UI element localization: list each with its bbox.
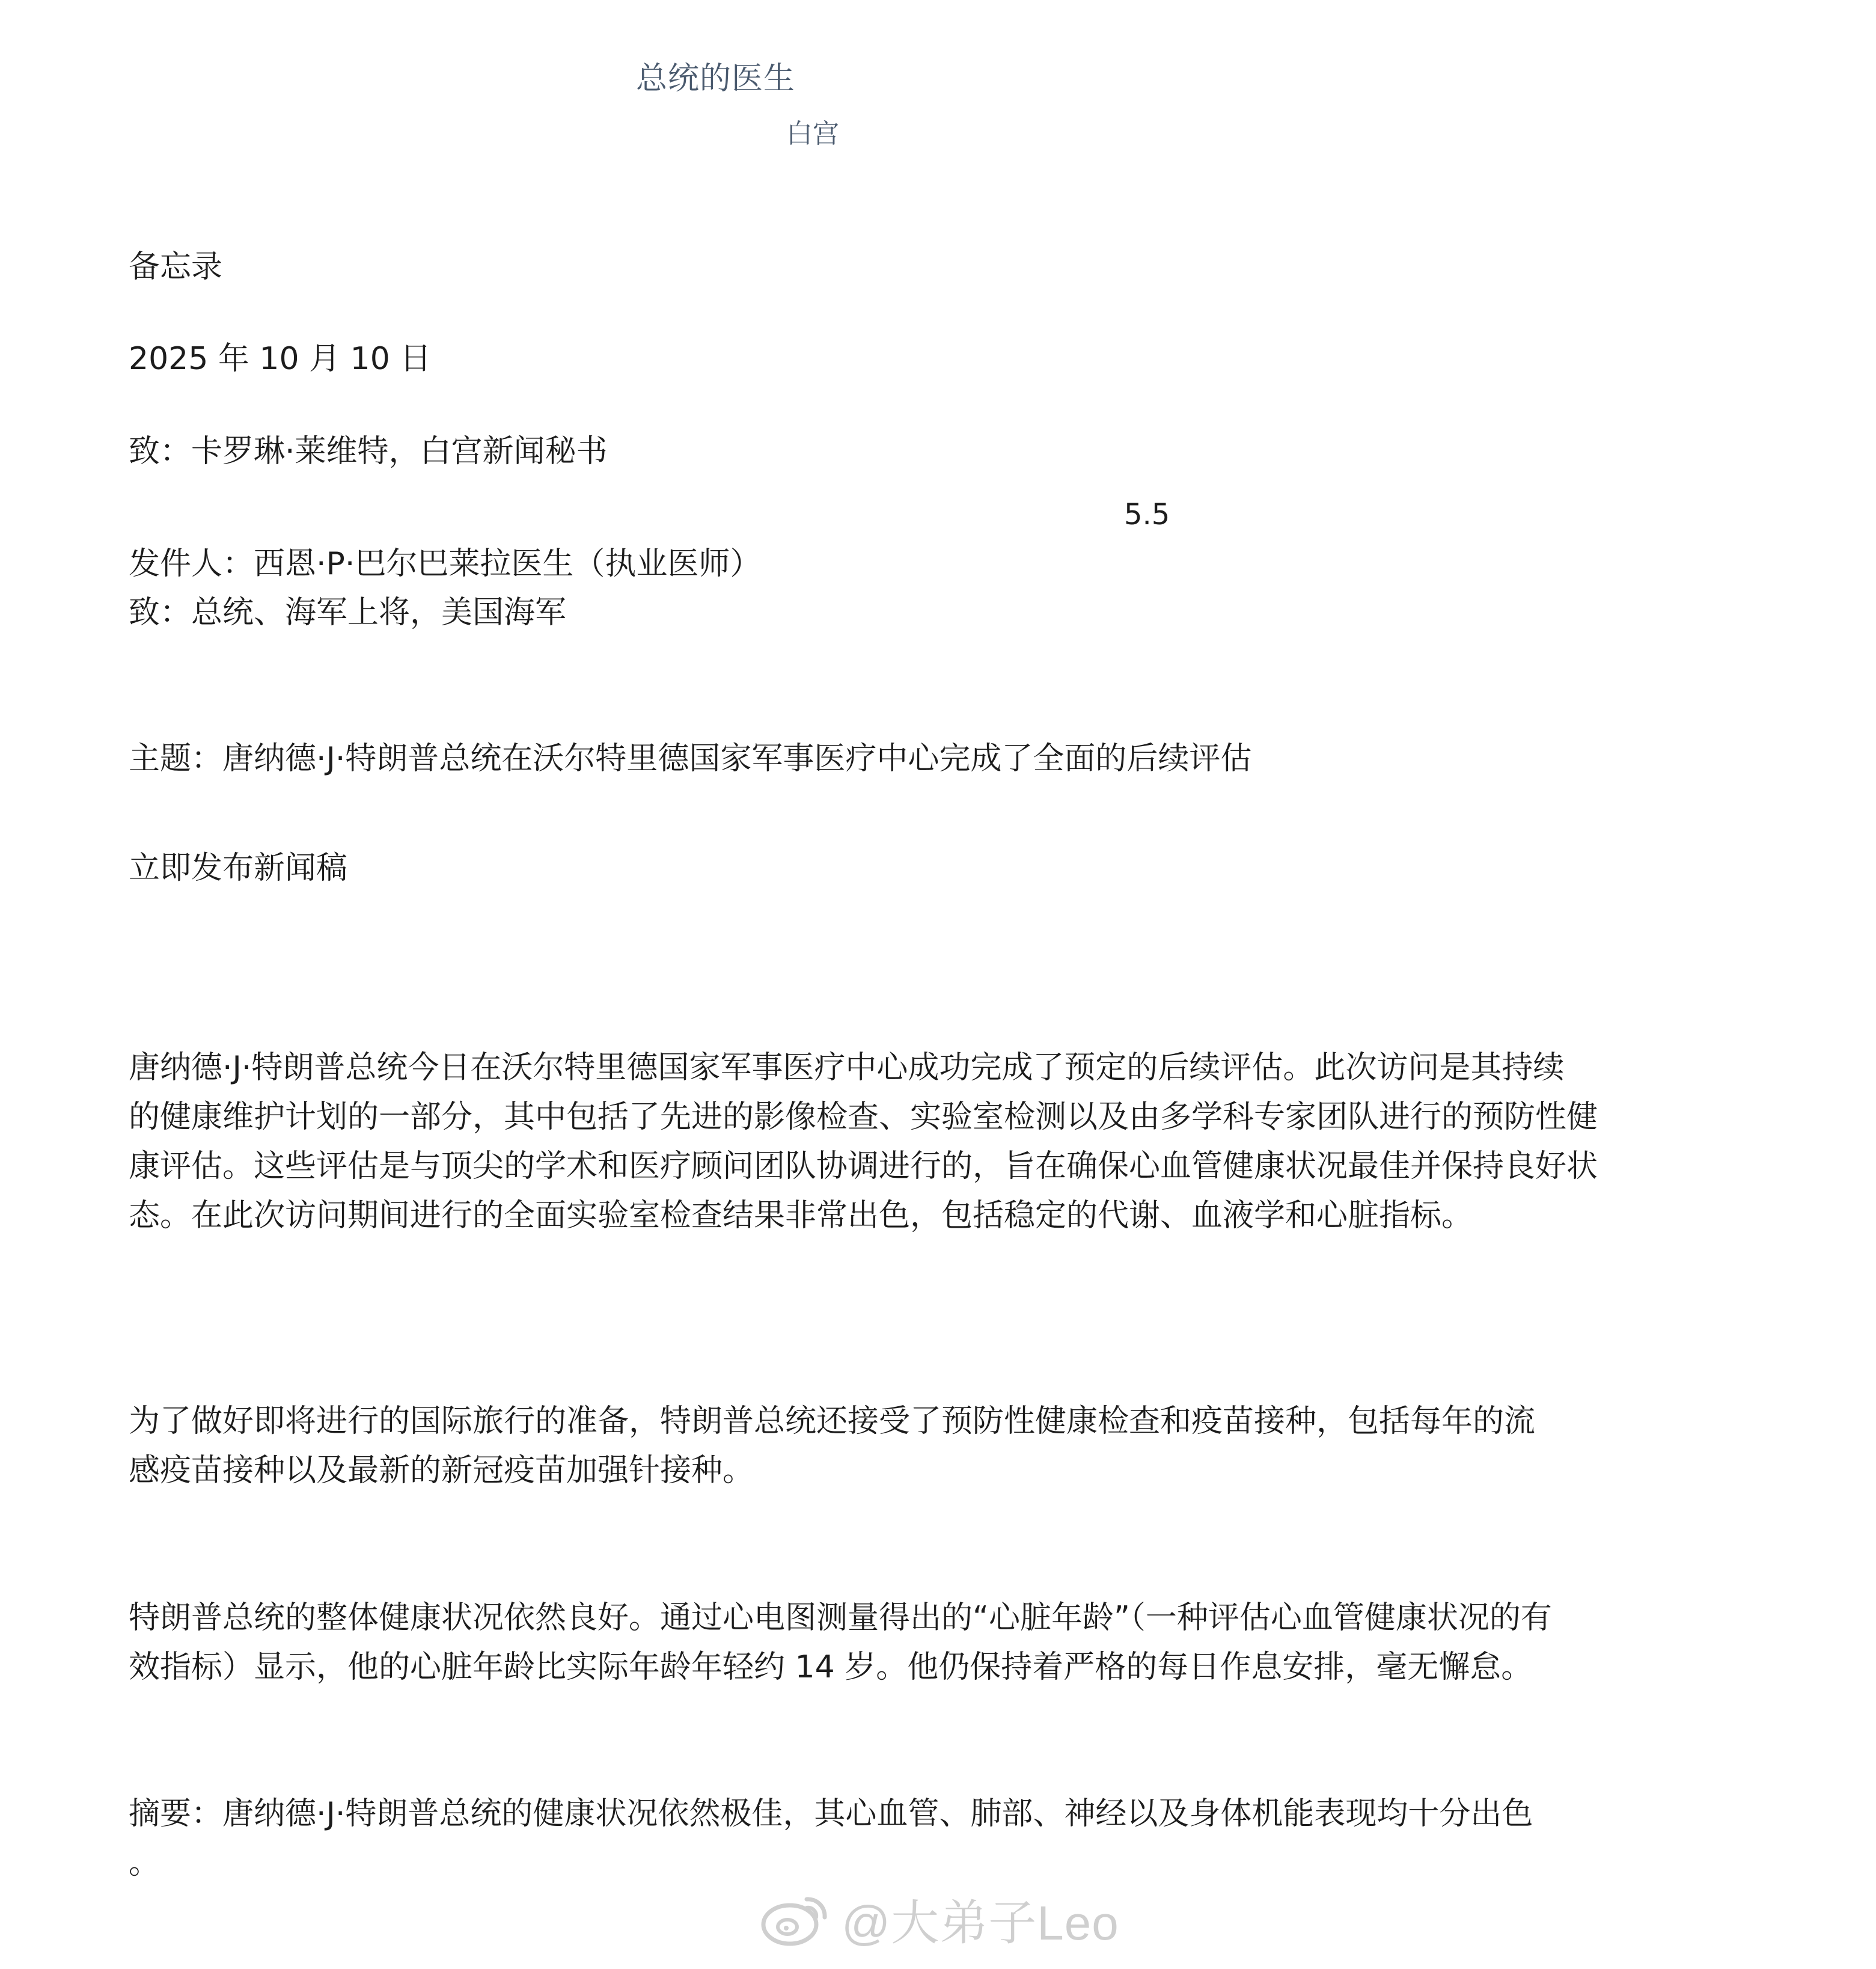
letterhead-title: 总统的医生 [636, 61, 796, 97]
letterhead-subtitle: 白宫 [786, 118, 839, 149]
paragraph-line: 特朗普总统的整体健康状况依然良好。通过心电图测量得出的“心脏年龄”（一种评估心血管健康状况的有 [129, 1600, 1552, 1636]
paragraph-3 [129, 1593, 1716, 1692]
weibo-logo-icon [759, 1888, 831, 1949]
press-release-line: 立即发布新闻稿 [129, 850, 348, 886]
paragraph-line: 康评估。这些评估是与顶尖的学术和医疗顾问团队协调进行的，旨在确保心血管健康状况最佳并保持良好状 [129, 1148, 1598, 1184]
memo-from-title-line: 致：总统、海军上将，美国海军 [129, 595, 567, 631]
paragraph-2 [129, 1397, 1716, 1495]
paragraph-line: 效指标）显示，他的心脏年龄比实际年龄年轻约 14 岁。他仍保持着严格的每日作息安排，毫无懈怠。 [129, 1649, 1533, 1685]
memo-date: 2025 年 10 月 10 日 [129, 341, 432, 377]
memo-label: 备忘录 [129, 249, 223, 285]
paragraph-line: 为了做好即将进行的国际旅行的准备，特朗普总统还接受了预防性健康检查和疫苗接种，包括每年的流 [129, 1403, 1536, 1439]
memo-subject-line: 主题：唐纳德·J·特朗普总统在沃尔特里德国家军事医疗中心完成了全面的后续评估 [129, 741, 1252, 777]
paragraph-line: 感疫苗接种以及最新的新冠疫苗加强针接种。 [129, 1453, 754, 1489]
paragraph-line: 。 [129, 1845, 160, 1881]
paragraph-line: 摘要：唐纳德·J·特朗普总统的健康状况依然极佳，其心血管、肺部、神经以及身体机能表现均十分出色 [129, 1796, 1533, 1832]
paragraph-1 [129, 1043, 1716, 1240]
paragraph-line: 的健康维护计划的一部分，其中包括了先进的影像检查、实验室检测以及由多学科专家团队进行的预防性健 [129, 1099, 1598, 1135]
watermark-text: @大弟子Leo [842, 1896, 1119, 1950]
watermark [759, 1885, 1119, 1952]
paragraph-line: 唐纳德·J·特朗普总统今日在沃尔特里德国家军事医疗中心成功完成了预定的后续评估。此次访问是其持续 [129, 1050, 1565, 1086]
summary-paragraph [129, 1789, 1716, 1888]
memo-to-line: 致：卡罗琳·莱维特，白宫新闻秘书 [129, 433, 608, 470]
memo-from-line: 发件人：西恩·P·巴尔巴莱拉医生（执业医师） [129, 546, 762, 582]
paragraph-line: 态。在此次访问期间进行的全面实验室检查结果非常出色，包括稳定的代谢、血液学和心脏指标。 [129, 1198, 1473, 1234]
stray-number: 5.5 [1124, 498, 1170, 531]
